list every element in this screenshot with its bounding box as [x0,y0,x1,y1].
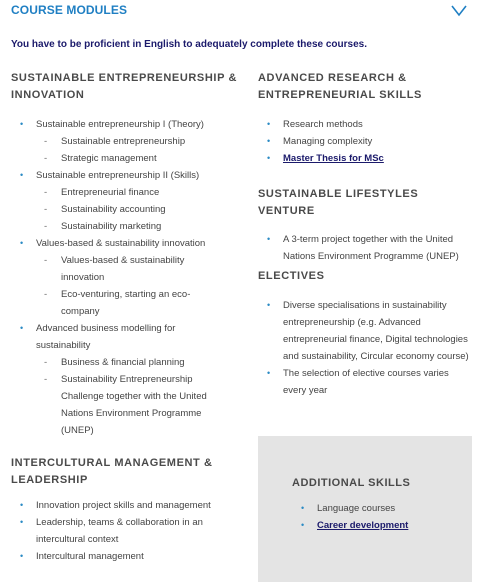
section-title [11,70,251,104]
module-list [258,297,472,399]
list-item [11,320,211,439]
sub-list-item: - Eco-venturing, starting an eco-company [36,286,226,320]
section-title [11,455,251,489]
list-item [11,116,251,167]
section-title: ELECTIVES [258,270,325,282]
list-item: • Innovation project skills and management [11,497,231,514]
section-sustainable-lifestyles [258,186,472,265]
list-item [258,150,472,167]
sub-list-item: - Values-based & sustainability innovation [36,252,226,286]
intro-text: You have to be proficient in English to adequately complete these courses. [11,39,368,50]
list-item: • Intercultural management [11,548,231,565]
sub-list-item: - Strategic management [36,150,251,167]
section-sustainable-entrepreneurship [11,70,251,439]
chevron-down-icon[interactable] [451,5,467,17]
section-title: SUSTAINABLE LIFESTYLES VENTURE [258,188,419,217]
additional-skills-box [258,436,472,582]
list-item [11,167,251,235]
section-title-line: ADVANCED RESEARCH & [258,72,407,84]
list-item: • Diverse specialisations in sustainability entrepreneurship (e.g. Advanced entrepreneurial finance, Digital technologies and sustainability, Circular economy course) [258,297,472,365]
section-title-line: INNOVATION [11,89,85,101]
list-item: • Leadership, teams & collaboration in an intercultural context [11,514,231,548]
module-list [258,116,472,167]
sub-list-item: - Sustainable entrepreneurship [36,133,251,150]
career-development-link[interactable]: Career development [317,520,409,531]
list-item: • Language courses [292,500,467,517]
sub-list-item: - Sustainability Entrepreneurship Challenge together with the United Nations Environment Programme (UNEP) [36,371,236,439]
list-item-label: Advanced business modelling for sustainability [36,323,176,351]
sub-list [36,133,251,167]
master-thesis-link[interactable]: Master Thesis for MSc [283,153,384,164]
section-title: ADDITIONAL SKILLS [292,477,411,489]
list-item: • Managing complexity [258,133,472,150]
module-list [11,497,231,565]
list-item [292,517,467,534]
list-item: • The selection of elective courses varies every year [258,365,472,399]
sub-list-item: - Sustainability accounting [36,201,251,218]
section-title-line: LEADERSHIP [11,474,88,486]
section-intercultural-management [11,455,251,565]
module-list [292,500,467,534]
section-electives [258,268,472,399]
list-item [11,235,251,320]
section-title-line: SUSTAINABLE ENTREPRENEURSHIP & [11,72,238,84]
section-title [258,70,472,104]
page-title: COURSE MODULES [11,3,128,17]
section-advanced-research [258,70,472,167]
list-item: • Research methods [258,116,472,133]
list-item: • A 3-term project together with the United Nations Environment Programme (UNEP) [258,231,472,265]
list-item-label: Sustainable entrepreneurship I (Theory) [36,119,204,130]
section-title-line: ENTREPRENEURIAL SKILLS [258,89,422,101]
sub-list [36,354,236,439]
list-item-label: Sustainable entrepreneurship II (Skills) [36,170,200,181]
section-title-line: INTERCULTURAL MANAGEMENT & [11,457,213,469]
list-item-label: Values-based & sustainability innovation [36,238,206,249]
sub-list-item: - Entrepreneurial finance [36,184,251,201]
module-list [11,116,251,439]
sub-list-item: - Sustainability marketing [36,218,251,235]
sub-list [36,184,251,235]
sub-list-item: - Business & financial planning [36,354,236,371]
course-modules-header[interactable] [0,0,478,24]
sub-list [36,252,226,320]
module-list [258,231,472,265]
